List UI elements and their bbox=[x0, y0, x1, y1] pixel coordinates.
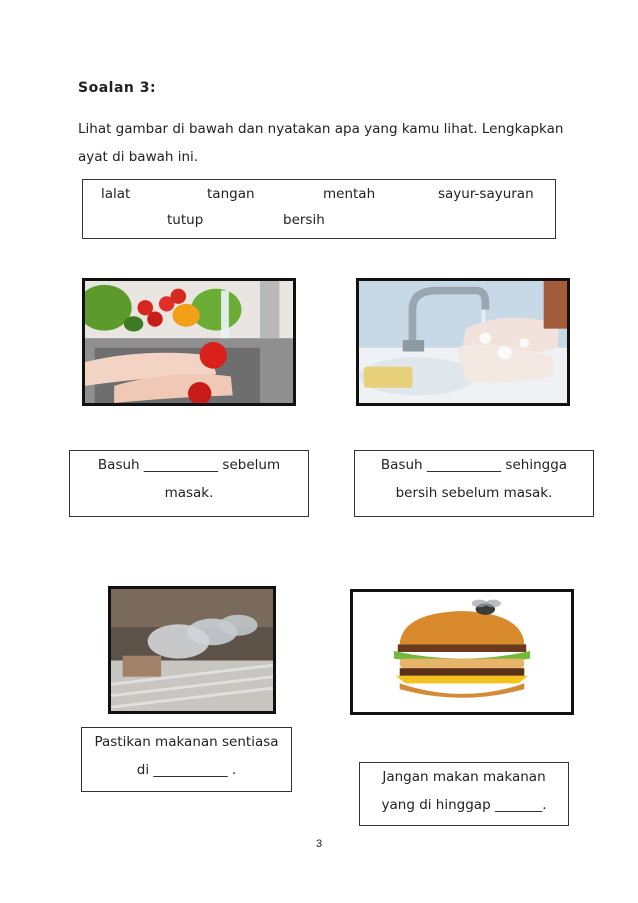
question-1-line-1: Basuh ___________ sebelum bbox=[97, 457, 281, 473]
question-box-3 bbox=[81, 727, 292, 792]
word-bank-item: bersih bbox=[283, 212, 325, 228]
question-1-line-2: masak. bbox=[164, 485, 214, 501]
word-bank-item: sayur-sayuran bbox=[438, 186, 534, 202]
question-3-line-1: Pastikan makanan sentiasa bbox=[94, 734, 279, 750]
question-box-2 bbox=[354, 450, 594, 517]
covered-food-photo bbox=[108, 586, 276, 714]
question-heading: Soalan 3: bbox=[78, 80, 157, 96]
instruction-line-2: ayat di bawah ini. bbox=[78, 149, 199, 165]
question-box-4 bbox=[359, 762, 569, 826]
vegetables-washing-photo bbox=[82, 278, 296, 406]
word-bank-item: tutup bbox=[167, 212, 204, 228]
question-4-line-1: Jangan makan makanan bbox=[382, 769, 546, 785]
question-2-line-2: bersih sebelum masak. bbox=[395, 485, 553, 501]
instruction-line-1: Lihat gambar di bawah dan nyatakan apa yang kamu lihat. Lengkapkan bbox=[78, 121, 564, 137]
word-bank-item: lalat bbox=[101, 186, 131, 202]
question-box-1 bbox=[69, 450, 309, 517]
word-bank-item: mentah bbox=[323, 186, 376, 202]
word-bank-box bbox=[82, 179, 556, 239]
hand-washing-photo bbox=[356, 278, 570, 406]
instruction-text bbox=[78, 115, 578, 171]
question-3-line-2: di ___________ . bbox=[136, 762, 237, 778]
page-number: 3 bbox=[315, 838, 323, 850]
word-bank-item: tangan bbox=[207, 186, 255, 202]
burger-with-fly-photo bbox=[350, 589, 574, 715]
question-4-line-2: yang di hinggap _______. bbox=[381, 797, 547, 813]
question-2-line-1: Basuh ___________ sehingga bbox=[380, 457, 568, 473]
